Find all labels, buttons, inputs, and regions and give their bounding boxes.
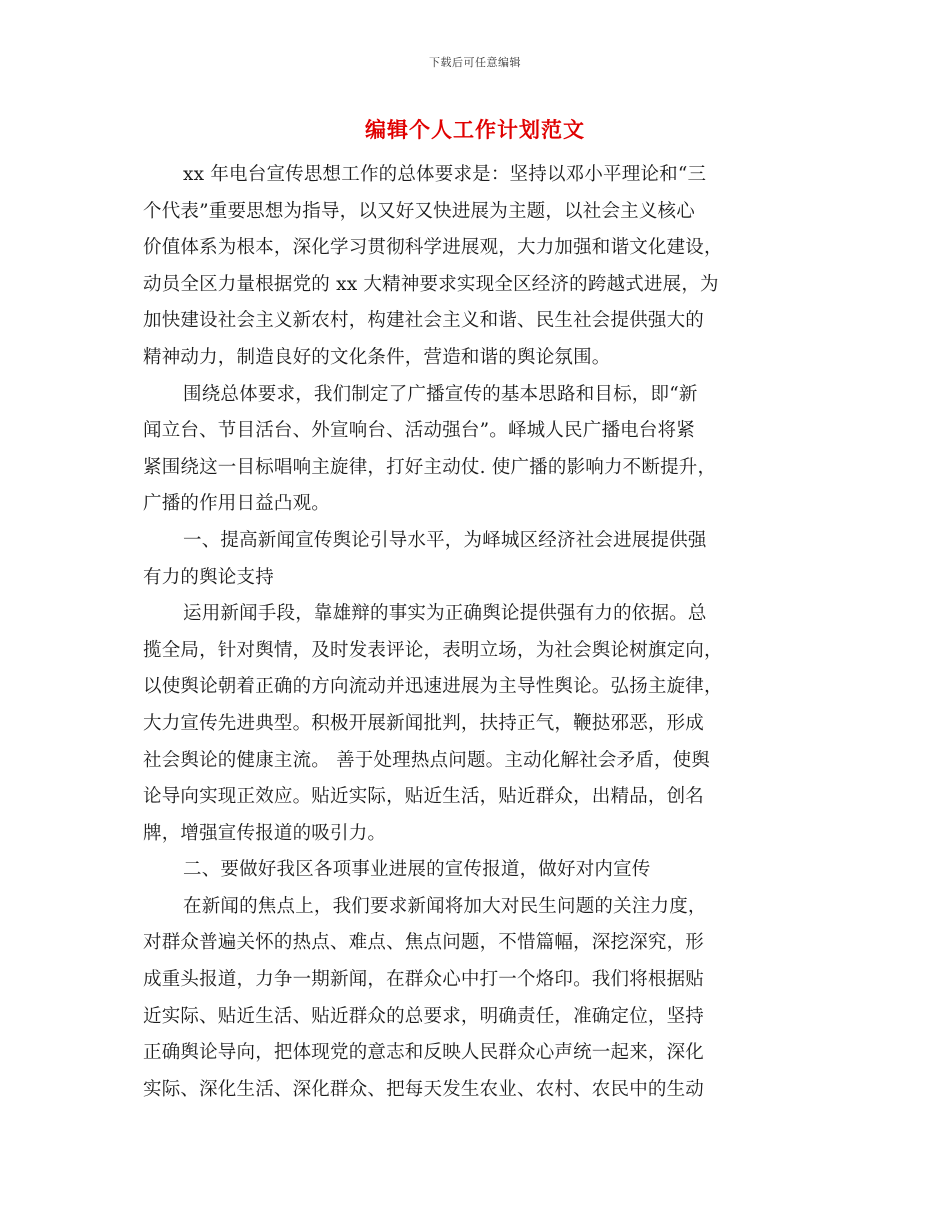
text-line: 一、提高新闻宣传舆论引导水平，为峄城区经济社会进展提供强 (183, 529, 707, 551)
text-line: 实际、深化生活、深化群众、把每天发生农业、农村、农民中的生动 (143, 1078, 705, 1100)
text-line: 揽全局，针对舆情，及时发表评论，表明立场，为社会舆论树旗定向， (143, 639, 723, 661)
text-line: 闻立台、节目活台、外宣响台、活动强台”。峄城人民广播电台将紧 (143, 420, 695, 442)
text-line: 个代表”重要思想为指导，以又好又快进展为主题，以社会主义核心 (143, 200, 695, 222)
text-line: 社会舆论的健康主流。 善于处理热点问题。主动化解社会矛盾，使舆 (143, 749, 711, 771)
text-line: xx 年电台宣传思想工作的总体要求是：坚持以邓小平理论和“三 (183, 164, 707, 185)
text-line: 运用新闻手段，靠雄辩的事实为正确舆论提供强有力的依据。总 (183, 603, 707, 625)
text-line: 牌，增强宣传报道的吸引力。 (143, 822, 387, 844)
text-line: 大力宣传先进典型。积极开展新闻批判，扶持正气，鞭挞邪恶，形成 (143, 712, 705, 734)
text-line: 以使舆论朝着正确的方向流动并迅速进展为主导性舆论。弘扬主旋律， (143, 676, 723, 698)
text-line: 论导向实现正效应。贴近实际，贴近生活，贴近群众，出精品，创名 (143, 786, 705, 808)
text-line: 近实际、贴近生活、贴近群众的总要求，明确责任，准确定位，坚持 (143, 1005, 705, 1027)
text-line: 价值体系为根本，深化学习贯彻科学进展观，大力加强和谐文化建设， (143, 237, 723, 259)
text-line: 正确舆论导向，把体现党的意志和反映人民群众心声统一起来，深化 (143, 1042, 705, 1064)
document-title: 编辑个人工作计划范文 (365, 118, 585, 142)
text-line: 精神动力，制造良好的文化条件，营造和谐的舆论氛围。 (143, 346, 611, 368)
header-note: 下载后可任意编辑 (429, 56, 521, 69)
text-line: 对群众普遍关怀的热点、难点、焦点问题，不惜篇幅，深挖深究，形 (143, 932, 705, 954)
text-line: 动员全区力量根据党的 xx 大精神要求实现全区经济的跨越式进展，为 (143, 273, 719, 295)
document-body (143, 157, 803, 1108)
text-line: 成重头报道，力争一期新闻，在群众心中打一个烙印。我们将根据贴 (143, 969, 705, 991)
text-line: 广播的作用日益凸观。 (143, 493, 331, 515)
text-line: 有力的舆论支持 (143, 566, 274, 588)
text-line: 二、要做好我区各项事业进展的宣传报道，做好对内宣传 (183, 859, 651, 881)
text-line: 围绕总体要求，我们制定了广播宣传的基本思路和目标，即“新 (183, 383, 698, 405)
text-line: 加快建设社会主义新农村，构建社会主义和谐、民生社会提供强大的 (143, 310, 705, 332)
text-line: 在新闻的焦点上，我们要求新闻将加大对民生问题的关注力度， (183, 895, 707, 917)
text-line: 紧围绕这一目标唱响主旋律，打好主动仗. 使广播的影响力不断提升， (143, 456, 717, 478)
